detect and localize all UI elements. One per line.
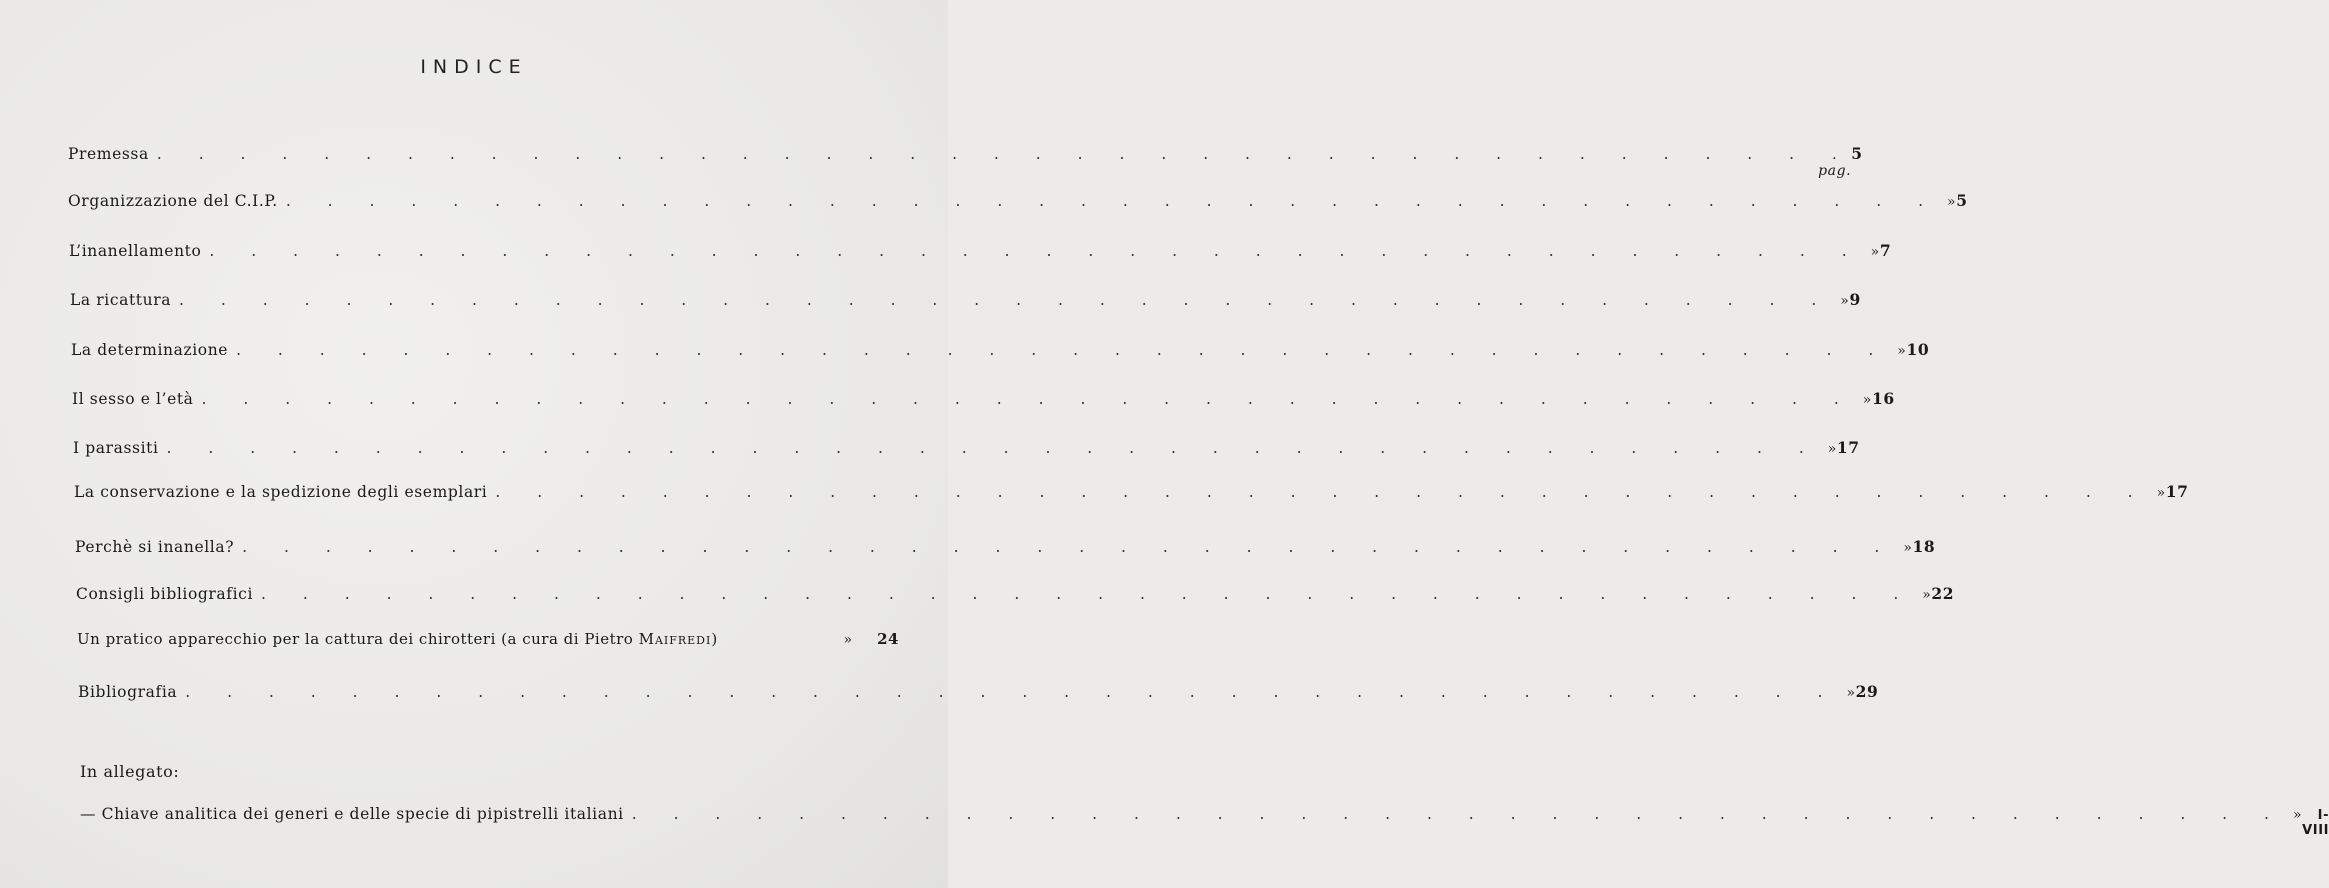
- toc-entry: [77, 630, 899, 648]
- dot-leader: . . . . . . . . . . . . . . . . . . . . . . . . . . . . . . . . . . . . . . . .: [209, 242, 1863, 260]
- entry-title: I parassiti: [73, 439, 159, 457]
- ditto-mark: »: [1897, 343, 1907, 359]
- author-name: Maifredi: [638, 630, 712, 648]
- ditto-mark: »: [1840, 293, 1850, 309]
- toc-entry: [68, 191, 1968, 210]
- page-number: 16: [1871, 389, 1895, 408]
- ditto-mark: »: [1903, 540, 1913, 556]
- dot-leader: . . . . . . . . . . . . . . . . . . . . . . . . . . . . . . . . . . . . . . . .: [242, 538, 1896, 556]
- ditto-mark: »: [2292, 807, 2303, 823]
- appendix-heading: In allegato:: [80, 762, 180, 781]
- entry-title: L’inanellamento: [69, 242, 202, 260]
- page-number: 5: [1851, 144, 1863, 163]
- page-number: 18: [1912, 537, 1936, 556]
- entry-title: Consigli bibliografici: [76, 585, 254, 603]
- ditto-mark: »: [2156, 485, 2166, 501]
- page-number: 29: [1855, 682, 1879, 701]
- page-number: 9: [1849, 290, 1861, 309]
- dot-leader: . . . . . . . . . . . . . . . . . . . . . . . . . . . . . . . . . . . . . . . .: [631, 805, 2285, 823]
- dot-leader: . . . . . . . . . . . . . . . . . . . . . . . . . . . . . . . . . . . . . . . .: [495, 483, 2149, 501]
- entry-title: — Chiave analitica dei generi e delle specie di pipistrelli italiani: [80, 805, 624, 823]
- page-number: 5: [1956, 191, 1968, 210]
- entry-title: Perchè si inanella?: [75, 538, 235, 556]
- dot-leader: . . . . . . . . . . . . . . . . . . . . . . . . . . . . . . . . . . . . . . . .: [201, 390, 1855, 408]
- page-number: I-VIII: [2302, 808, 2329, 838]
- ditto-mark: »: [1947, 194, 1957, 210]
- toc-entry: [70, 290, 1861, 309]
- page-title: INDICE: [420, 56, 528, 78]
- dot-leader: . . . . . . . . . . . . . . . . . . . . . . . . . . . . . . . . . . . . . . . .: [156, 145, 1811, 163]
- page-number: 7: [1879, 241, 1892, 260]
- dot-leader: . . . . . . . . . . . . . . . . . . . . . . . . . . . . . . . . . . . . . . . .: [285, 192, 1940, 210]
- toc-entry: [76, 584, 1955, 603]
- ditto-mark: »: [1827, 441, 1837, 457]
- ditto-mark: »: [1922, 587, 1932, 603]
- toc-entry: [69, 241, 1892, 260]
- dot-leader: . . . . . . . . . . . . . . . . . . . . . . . . . . . . . . . . . . . . . . . .: [261, 585, 1915, 603]
- page-number: 22: [1931, 584, 1955, 603]
- page-prefix: . pag.: [1818, 147, 1852, 179]
- entry-title: Organizzazione del C.I.P.: [68, 192, 278, 210]
- ditto-mark: »: [1870, 244, 1880, 260]
- toc-entry: [72, 389, 1895, 408]
- entry-title: Premessa: [68, 145, 149, 163]
- dot-leader: . . . . . . . . . . . . . . . . . . . . . . . . . . . . . . . . . . . . . . . .: [179, 291, 1833, 309]
- entry-title: La determinazione: [71, 341, 229, 359]
- entry-title: Il sesso e l’età: [72, 390, 194, 408]
- toc-entry: [68, 144, 1863, 179]
- toc-entry: [71, 340, 1930, 359]
- appendix-entry: [80, 805, 2329, 838]
- toc-entry: [75, 537, 1936, 556]
- ditto-mark: »: [1862, 392, 1872, 408]
- ditto-mark: »: [1846, 685, 1856, 701]
- toc-entry: [73, 438, 1860, 457]
- dot-leader: . . . . . . . . . . . . . . . . . . . . . . . . . . . . . . . . . . . . . . . .: [185, 683, 1839, 701]
- page-number: 17: [2165, 482, 2189, 501]
- toc-entry: [78, 682, 1879, 701]
- dot-leader: . . . . . . . . . . . . . . . . . . . . . . . . . . . . . . . . . . . . . . . .: [166, 439, 1820, 457]
- page-number: 10: [1906, 340, 1930, 359]
- entry-title: Un pratico apparecchio per la cattura dei chirotteri (a cura di Pietro Maifredi): [77, 630, 718, 648]
- page-number: 24: [877, 630, 899, 648]
- page-number: 17: [1836, 438, 1860, 457]
- toc-entry: [74, 482, 2189, 501]
- entry-title: Bibliografia: [78, 683, 178, 701]
- entry-title: La ricattura: [70, 291, 172, 309]
- entry-title: La conservazione e la spedizione degli esemplari: [74, 483, 488, 501]
- dot-leader: . . . . . . . . . . . . . . . . . . . . . . . . . . . . . . . . . . . . . . . .: [236, 341, 1890, 359]
- ditto-mark: »: [843, 632, 853, 648]
